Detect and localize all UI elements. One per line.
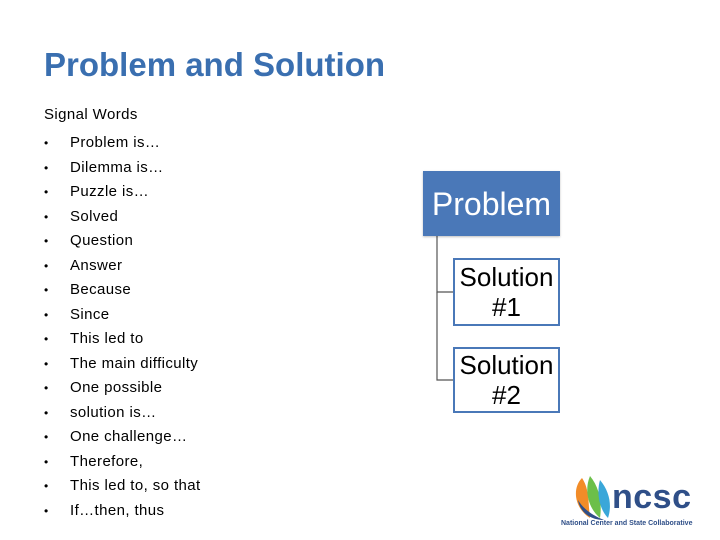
signal-word-item	[44, 254, 201, 279]
signal-word-item	[44, 425, 201, 450]
signal-word-text: Problem is…	[70, 134, 161, 151]
bullet-icon: •	[44, 503, 49, 518]
signal-word-text: Because	[70, 281, 132, 298]
bullet-icon: •	[44, 454, 49, 469]
signal-word-item	[44, 352, 201, 377]
bullet-icon: •	[44, 479, 49, 493]
signal-word-text: Since	[70, 305, 110, 323]
bullet-icon: •	[44, 136, 49, 150]
signal-word-text: This led to	[70, 330, 144, 347]
slide-title: Problem and Solution	[44, 46, 386, 83]
signal-word-text: Therefore,	[70, 452, 144, 470]
signal-word-text: Dilemma is…	[70, 158, 164, 176]
bullet-icon: •	[44, 381, 49, 395]
signal-word-item	[44, 474, 201, 499]
bullet-icon: •	[44, 234, 49, 248]
signal-words-list	[44, 131, 201, 523]
signal-word-text: The main difficulty	[70, 354, 199, 372]
bullet-icon: •	[44, 283, 49, 297]
signal-word-text: Answer	[70, 256, 123, 274]
solution-1-box	[453, 258, 560, 326]
signal-word-text: Solved	[70, 207, 119, 225]
signal-word-item	[44, 156, 201, 181]
bullet-icon: •	[44, 332, 49, 346]
logo-wordmark: ncsc	[612, 478, 692, 516]
solution-2-box	[453, 347, 560, 413]
bullet-icon: •	[44, 430, 49, 444]
logo-subtitle: National Center and State Collaborative	[561, 520, 693, 527]
signal-word-item	[44, 205, 201, 230]
signal-word-text: This led to, so that	[70, 477, 201, 494]
bullet-icon: •	[44, 356, 49, 371]
signal-word-text: Question	[70, 232, 134, 249]
bullet-icon: •	[44, 160, 49, 175]
signal-word-text: Puzzle is…	[70, 183, 150, 200]
signal-word-item	[44, 450, 201, 475]
signal-word-text: solution is…	[70, 403, 157, 421]
bullet-icon: •	[44, 209, 49, 224]
signal-word-text: One possible	[70, 379, 163, 396]
signal-word-item	[44, 180, 201, 205]
bullet-icon: •	[44, 185, 49, 199]
signal-word-item	[44, 278, 201, 303]
bullet-icon: •	[44, 258, 49, 273]
problem-box	[423, 171, 560, 236]
solution-2-label: Solution #2	[459, 350, 554, 410]
signal-word-item	[44, 401, 201, 426]
signal-word-item	[44, 131, 201, 156]
problem-label: Problem	[431, 185, 552, 222]
signal-word-item	[44, 499, 201, 524]
bullet-icon: •	[44, 405, 49, 420]
signal-word-item	[44, 327, 201, 352]
signal-word-text: One challenge…	[70, 428, 188, 445]
signal-words-heading: Signal Words	[44, 106, 138, 123]
solution-1-label: Solution #1	[459, 262, 554, 322]
signal-word-text: If…then, thus	[70, 501, 165, 519]
signal-word-item	[44, 376, 201, 401]
signal-word-item	[44, 229, 201, 254]
signal-word-item	[44, 303, 201, 328]
bullet-icon: •	[44, 307, 49, 322]
